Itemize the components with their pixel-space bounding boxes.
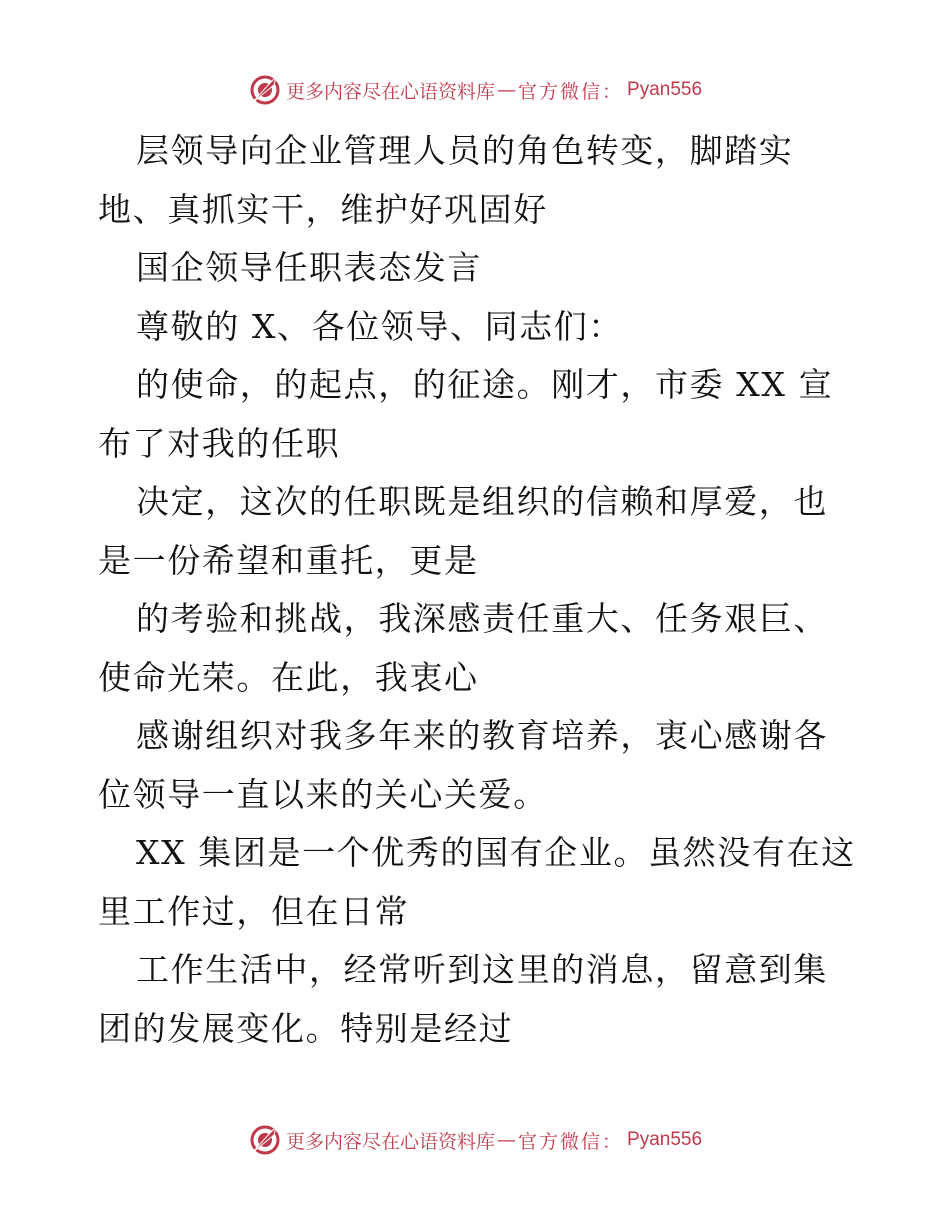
watermark-wechat-id: Pyan556 (627, 79, 703, 100)
watermark-colon: ： (602, 1130, 622, 1153)
paragraph: 国企领导任职表态发言 (136, 248, 482, 287)
watermark-dash: — (496, 1129, 516, 1151)
watermark-site-text: 更多内容尽在心语资料库 (285, 80, 495, 103)
watermark-label: 官方微信 (517, 80, 602, 103)
paragraph: 的考验和挑战，我深感责任重大、任务艰巨、使命光荣。在此，我衷心 (98, 599, 828, 697)
paragraph: 的使命，的起点，的征途。刚才，市委 XX 宣布了对我的任职 (98, 365, 834, 463)
header-watermark (0, 70, 950, 110)
watermark-wechat-id: Pyan556 (627, 1129, 703, 1150)
document-body (98, 122, 858, 1058)
watermark-site-text: 更多内容尽在心语资料库 (285, 1130, 495, 1153)
watermark-colon: ： (602, 80, 622, 103)
watermark-label: 官方微信 (517, 1130, 602, 1153)
paragraph: 工作生活中，经常听到这里的消息，留意到集团的发展变化。特别是经过 (98, 950, 828, 1048)
quill-logo-icon (248, 1123, 282, 1157)
paragraph: 决定，这次的任职既是组织的信赖和厚爱，也是一份希望和重托，更是 (98, 482, 828, 580)
paragraph: 层领导向企业管理人员的角色转变，脚踏实地、真抓实干，维护好巩固好 (98, 131, 794, 229)
paragraph: 感谢组织对我多年来的教育培养，衷心感谢各位领导一直以来的关心关爱。 (98, 716, 828, 814)
paragraph: XX 集团是一个优秀的国有企业。虽然没有在这里工作过，但在日常 (98, 833, 856, 931)
footer-watermark (0, 1120, 950, 1160)
quill-logo-icon (248, 73, 282, 107)
paragraph: 尊敬的 X、各位领导、同志们： (136, 306, 623, 346)
watermark-dash: — (496, 79, 516, 101)
